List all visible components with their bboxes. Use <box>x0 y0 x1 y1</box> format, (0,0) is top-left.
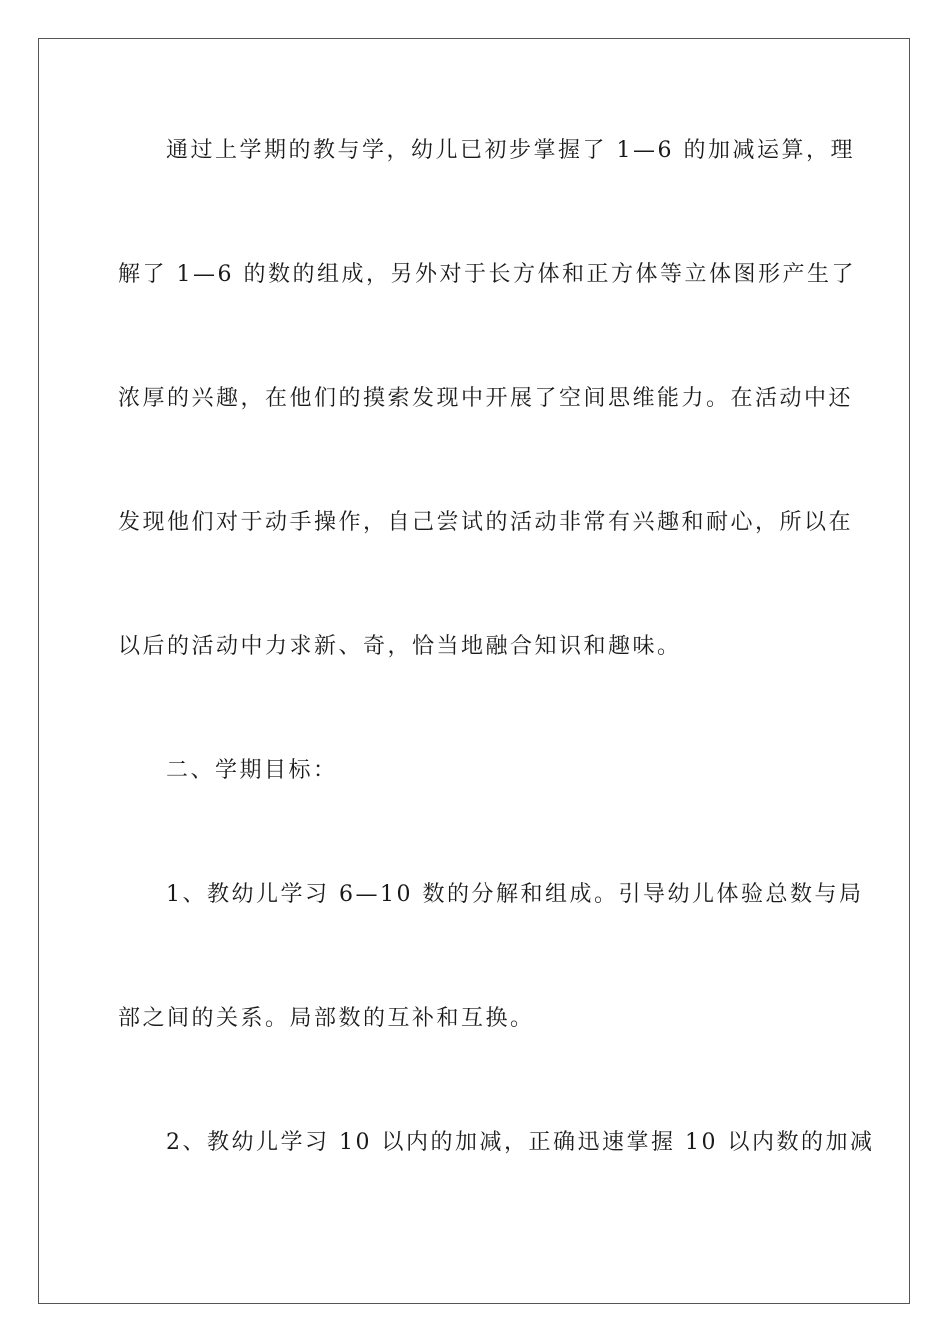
paragraph-1-line-2: 解了 1—6 的数的组成，另外对于长方体和正方体等立体图形产生了 <box>118 262 856 287</box>
page-border <box>38 38 910 1304</box>
paragraph-1-line-4: 发现他们对于动手操作，自己尝试的活动非常有兴趣和耐心，所以在 <box>118 510 854 535</box>
paragraph-1-line-5: 以后的活动中力求新、奇，恰当地融合知识和趣味。 <box>118 634 682 659</box>
goal-1-line-1: 1、教幼儿学习 6—10 数的分解和组成。引导幼儿体验总数与局 <box>166 882 864 907</box>
goal-2-line-1: 2、教幼儿学习 10 以内的加减，正确迅速掌握 10 以内数的加减 <box>166 1130 875 1155</box>
paragraph-1-line-1: 通过上学期的教与学，幼儿已初步掌握了 1—6 的加减运算，理 <box>166 138 855 163</box>
section-heading-semester-goals: 二、学期目标： <box>166 758 338 783</box>
paragraph-1-line-3: 浓厚的兴趣，在他们的摸索发现中开展了空间思维能力。在活动中还 <box>118 386 854 411</box>
goal-1-line-2: 部之间的关系。局部数的互补和互换。 <box>118 1006 535 1031</box>
